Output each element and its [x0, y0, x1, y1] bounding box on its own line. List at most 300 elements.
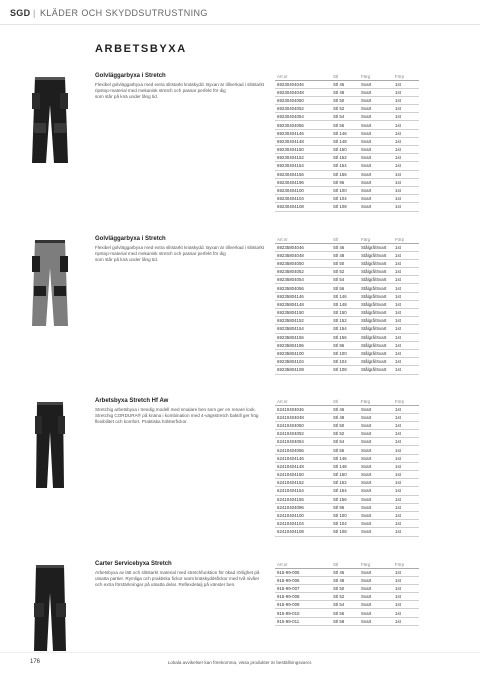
cell-color: Svart: [359, 430, 393, 438]
cell-color: Svart: [359, 162, 393, 170]
cell-size: Stl 56: [331, 446, 359, 454]
cell-color: Svart: [359, 593, 393, 601]
cell-size: Stl 52: [331, 430, 359, 438]
cell-artnr: 69230404054: [275, 113, 331, 121]
footer-note: Lokala avvikelser kan förekomma, vissa produkter är beställningsvaror.: [167, 660, 313, 665]
product-description: Stretchig arbetsbyxa i trendig modell med smalare ben som ger en renare look. Stretchig CORDURA® på knäna i kombination med 4-vägsstretch baktill ger hög flexibilitet och komfort. Praktiska hölsterfickor.: [95, 407, 259, 425]
table-row: [275, 487, 419, 495]
column-header-color: Färg: [359, 236, 393, 243]
cell-pack: 1st: [393, 154, 419, 162]
article-table: [275, 73, 419, 212]
cell-artnr: 69230404100: [275, 186, 331, 194]
cell-artnr: 69230404104: [275, 195, 331, 203]
cell-color: Svart: [359, 178, 393, 186]
table-row: [275, 584, 419, 592]
cell-artnr: 69235804048: [275, 251, 331, 259]
cell-size: Stl 56: [331, 609, 359, 617]
page-header: [0, 0, 480, 26]
cell-color: Svart: [359, 495, 393, 503]
header-divider: [0, 24, 480, 25]
cell-pack: 1st: [393, 617, 419, 625]
cell-size: Stl 54: [331, 113, 359, 121]
product-name: Golvläggarbyxa i Stretch: [95, 73, 166, 79]
cell-color: Stålgrå/Svart: [359, 358, 393, 366]
cell-artnr: 69230404108: [275, 203, 331, 211]
cell-color: Svart: [359, 601, 393, 609]
cell-artnr: 69230404150: [275, 146, 331, 154]
cell-size: Stl 58: [331, 617, 359, 625]
cell-size: Stl 146: [331, 129, 359, 137]
table-row: [275, 113, 419, 121]
column-header-size: Stl: [331, 398, 359, 405]
table-row: [275, 129, 419, 137]
table-row: [275, 358, 419, 366]
table-row: [275, 96, 419, 104]
cell-pack: 1st: [393, 129, 419, 137]
cell-size: Stl 156: [331, 495, 359, 503]
cell-size: Stl 104: [331, 520, 359, 528]
cell-color: Svart: [359, 96, 393, 104]
header-section: KLÄDER OCH SKYDDSUTRUSTNING: [40, 8, 208, 18]
cell-size: Stl 50: [331, 259, 359, 267]
cell-size: Stl 50: [331, 421, 359, 429]
cell-pack: 1st: [393, 309, 419, 317]
column-header-size: Stl: [331, 73, 359, 80]
cell-size: Stl 48: [331, 413, 359, 421]
cell-color: Svart: [359, 137, 393, 145]
table-row: [275, 520, 419, 528]
cell-color: Svart: [359, 186, 393, 194]
cell-color: Svart: [359, 503, 393, 511]
cell-size: Stl 152: [331, 317, 359, 325]
cell-color: Svart: [359, 413, 393, 421]
article-table: [275, 236, 419, 375]
table-header-row: [275, 561, 419, 568]
cell-size: Stl 46: [331, 243, 359, 251]
cell-size: Stl 154: [331, 325, 359, 333]
cell-artnr: 62410404052: [275, 430, 331, 438]
column-header-pack: Förp: [393, 561, 419, 568]
cell-pack: 1st: [393, 487, 419, 495]
product-image-pants-grey: [30, 238, 70, 328]
page-title: ARBETSBYXA: [95, 43, 187, 55]
table-row: [275, 446, 419, 454]
table-row: [275, 251, 419, 259]
table-row: [275, 309, 419, 317]
table-row: [275, 421, 419, 429]
table-row: [275, 593, 419, 601]
cell-size: Stl 148: [331, 300, 359, 308]
table-row: [275, 617, 419, 625]
cell-artnr: 62410404056: [275, 446, 331, 454]
header-brand: SGD: [10, 8, 31, 18]
cell-color: Stålgrå/Svart: [359, 341, 393, 349]
cell-pack: 1st: [393, 203, 419, 211]
cell-artnr: 69235804104: [275, 358, 331, 366]
table-row: [275, 276, 419, 284]
cell-size: Stl 50: [331, 96, 359, 104]
product-image-pants-service: [30, 563, 70, 653]
cell-pack: 1st: [393, 471, 419, 479]
cell-color: Stålgrå/Svart: [359, 243, 393, 251]
cell-size: Stl 154: [331, 162, 359, 170]
cell-pack: 1st: [393, 170, 419, 178]
cell-pack: 1st: [393, 88, 419, 96]
cell-color: Stålgrå/Svart: [359, 292, 393, 300]
cell-pack: 1st: [393, 325, 419, 333]
table-header-row: [275, 73, 419, 80]
cell-pack: 1st: [393, 511, 419, 519]
cell-color: Svart: [359, 568, 393, 576]
cell-size: Stl 48: [331, 251, 359, 259]
table-row: [275, 146, 419, 154]
table-row: [275, 430, 419, 438]
cell-size: Stl 150: [331, 146, 359, 154]
cell-pack: 1st: [393, 438, 419, 446]
cell-artnr: 69230404050: [275, 96, 331, 104]
cell-size: Stl 96: [331, 178, 359, 186]
header-separator: |: [33, 8, 36, 18]
cell-color: Svart: [359, 113, 393, 121]
cell-artnr: 69235804152: [275, 317, 331, 325]
cell-size: Stl 104: [331, 358, 359, 366]
cell-color: Stålgrå/Svart: [359, 333, 393, 341]
cell-color: Svart: [359, 520, 393, 528]
cell-size: Stl 48: [331, 88, 359, 96]
cell-artnr: 62410404154: [275, 487, 331, 495]
cell-color: Svart: [359, 88, 393, 96]
cell-color: Stålgrå/Svart: [359, 259, 393, 267]
cell-pack: 1st: [393, 146, 419, 154]
cell-pack: 1st: [393, 462, 419, 470]
cell-pack: 1st: [393, 405, 419, 413]
cell-size: Stl 46: [331, 80, 359, 88]
cell-artnr: 69230404154: [275, 162, 331, 170]
table-row: [275, 601, 419, 609]
table-row: [275, 511, 419, 519]
cell-color: Stålgrå/Svart: [359, 349, 393, 357]
table-row: [275, 268, 419, 276]
cell-artnr: 915-99-009: [275, 601, 331, 609]
cell-artnr: 62410404096: [275, 503, 331, 511]
cell-color: Svart: [359, 129, 393, 137]
cell-size: Stl 104: [331, 195, 359, 203]
cell-size: Stl 150: [331, 471, 359, 479]
table-row: [275, 137, 419, 145]
table-row: [275, 325, 419, 333]
table-row: [275, 186, 419, 194]
cell-size: Stl 100: [331, 186, 359, 194]
cell-pack: 1st: [393, 162, 419, 170]
table-row: [275, 471, 419, 479]
product-name: Carter Servicebyxa Stretch: [95, 561, 172, 567]
cell-artnr: 62410404156: [275, 495, 331, 503]
cell-color: Stålgrå/Svart: [359, 309, 393, 317]
table-row: [275, 495, 419, 503]
cell-artnr: 69235804154: [275, 325, 331, 333]
cell-size: Stl 148: [331, 137, 359, 145]
cell-artnr: 69235804052: [275, 268, 331, 276]
cell-color: Svart: [359, 528, 393, 536]
column-header-artnr: Art.nr: [275, 236, 331, 243]
table-row: [275, 162, 419, 170]
cell-pack: 1st: [393, 113, 419, 121]
cell-pack: 1st: [393, 479, 419, 487]
cell-size: Stl 46: [331, 405, 359, 413]
cell-pack: 1st: [393, 576, 419, 584]
column-header-color: Färg: [359, 73, 393, 80]
table-row: [275, 333, 419, 341]
table-header-row: [275, 236, 419, 243]
column-header-size: Stl: [331, 236, 359, 243]
cell-size: Stl 54: [331, 438, 359, 446]
cell-pack: 1st: [393, 495, 419, 503]
cell-color: Svart: [359, 121, 393, 129]
cell-pack: 1st: [393, 421, 419, 429]
cell-size: Stl 150: [331, 309, 359, 317]
cell-artnr: 62410404108: [275, 528, 331, 536]
column-header-artnr: Art.nr: [275, 398, 331, 405]
cell-color: Stålgrå/Svart: [359, 251, 393, 259]
cell-pack: 1st: [393, 446, 419, 454]
cell-color: Svart: [359, 487, 393, 495]
cell-artnr: 62410404100: [275, 511, 331, 519]
cell-color: Svart: [359, 446, 393, 454]
product-description: Flexibel golvläggarbyxa med extra slitstarkt knäskydd. Byxan är tillverkad i slitstarkt ripstop-material med mekanisk stretch och passar perfekt för dig som står på knä under lång tid.: [95, 245, 265, 263]
table-row: [275, 259, 419, 267]
cell-artnr: 62410404048: [275, 413, 331, 421]
product-description: Arbetsbyxa av lätt och slitstarkt material med stretchfunktion för ökad rörlighet på utsatta partier. Rymliga och praktiska fickor samt knäskyddsfickor med två nivåer och extra förstärkningar på utsatta delar. Reflexdetalj på vänster ben.: [95, 570, 260, 588]
cell-pack: 1st: [393, 105, 419, 113]
cell-size: Stl 48: [331, 576, 359, 584]
cell-artnr: 915-99-006: [275, 576, 331, 584]
table-row: [275, 568, 419, 576]
column-header-color: Färg: [359, 398, 393, 405]
cell-size: Stl 46: [331, 568, 359, 576]
cell-artnr: 69235804050: [275, 259, 331, 267]
cell-artnr: 62410404150: [275, 471, 331, 479]
cell-pack: 1st: [393, 121, 419, 129]
cell-artnr: 62410404148: [275, 462, 331, 470]
cell-pack: 1st: [393, 276, 419, 284]
column-header-color: Färg: [359, 561, 393, 568]
cell-pack: 1st: [393, 195, 419, 203]
cell-color: Stålgrå/Svart: [359, 284, 393, 292]
cell-artnr: 69235804150: [275, 309, 331, 317]
cell-artnr: 69230404148: [275, 137, 331, 145]
cell-pack: 1st: [393, 300, 419, 308]
cell-artnr: 69230404196: [275, 178, 331, 186]
cell-artnr: 62410404050: [275, 421, 331, 429]
cell-artnr: 69230404056: [275, 121, 331, 129]
table-row: [275, 243, 419, 251]
cell-color: Svart: [359, 584, 393, 592]
cell-pack: 1st: [393, 366, 419, 374]
table-row: [275, 413, 419, 421]
cell-pack: 1st: [393, 80, 419, 88]
cell-pack: 1st: [393, 259, 419, 267]
table-row: [275, 341, 419, 349]
cell-pack: 1st: [393, 268, 419, 276]
cell-pack: 1st: [393, 601, 419, 609]
cell-pack: 1st: [393, 284, 419, 292]
cell-artnr: 62410404054: [275, 438, 331, 446]
cell-color: Svart: [359, 479, 393, 487]
cell-size: Stl 108: [331, 203, 359, 211]
cell-color: Svart: [359, 462, 393, 470]
table-row: [275, 105, 419, 113]
table-row: [275, 366, 419, 374]
cell-size: Stl 154: [331, 487, 359, 495]
footer-divider: [0, 652, 480, 653]
cell-color: Svart: [359, 146, 393, 154]
cell-size: Stl 54: [331, 276, 359, 284]
cell-artnr: 69230404152: [275, 154, 331, 162]
cell-artnr: 69230404052: [275, 105, 331, 113]
cell-artnr: 915-99-011: [275, 617, 331, 625]
table-row: [275, 479, 419, 487]
table-row: [275, 195, 419, 203]
table-header-row: [275, 398, 419, 405]
cell-pack: 1st: [393, 186, 419, 194]
cell-color: Svart: [359, 471, 393, 479]
cell-color: Svart: [359, 203, 393, 211]
cell-pack: 1st: [393, 593, 419, 601]
product-name: Arbetsbyxa Stretch Hf Aw: [95, 398, 169, 404]
cell-size: Stl 96: [331, 341, 359, 349]
cell-artnr: 915-99-008: [275, 593, 331, 601]
cell-size: Stl 146: [331, 292, 359, 300]
cell-pack: 1st: [393, 584, 419, 592]
cell-artnr: 69235804146: [275, 292, 331, 300]
product-description: Flexibel golvläggarbyxa med extra slitstarkt knäskydd. Byxan är tillverkad i slitstarkt ripstop-material med mekanisk stretch och passar perfekt för dig som står på knä under lång tid.: [95, 82, 265, 100]
pants-icon: [30, 75, 70, 165]
product-image-pants-slim: [30, 400, 70, 490]
cell-pack: 1st: [393, 528, 419, 536]
pants-icon: [30, 238, 70, 328]
table-row: [275, 405, 419, 413]
table-row: [275, 317, 419, 325]
cell-pack: 1st: [393, 349, 419, 357]
cell-size: Stl 108: [331, 528, 359, 536]
cell-pack: 1st: [393, 251, 419, 259]
cell-pack: 1st: [393, 358, 419, 366]
table-row: [275, 576, 419, 584]
cell-pack: 1st: [393, 96, 419, 104]
cell-artnr: 69235804156: [275, 333, 331, 341]
cell-size: Stl 96: [331, 503, 359, 511]
table-row: [275, 121, 419, 129]
cell-color: Svart: [359, 154, 393, 162]
table-row: [275, 528, 419, 536]
cell-artnr: 915-99-005: [275, 568, 331, 576]
cell-pack: 1st: [393, 178, 419, 186]
cell-artnr: 69235804046: [275, 243, 331, 251]
cell-color: Stålgrå/Svart: [359, 366, 393, 374]
cell-size: Stl 54: [331, 601, 359, 609]
table-row: [275, 438, 419, 446]
cell-size: Stl 56: [331, 284, 359, 292]
cell-artnr: 69230404156: [275, 170, 331, 178]
cell-size: Stl 56: [331, 121, 359, 129]
cell-artnr: 62410404104: [275, 520, 331, 528]
cell-color: Svart: [359, 105, 393, 113]
cell-color: Svart: [359, 576, 393, 584]
cell-pack: 1st: [393, 503, 419, 511]
cell-artnr: 69235804108: [275, 366, 331, 374]
cell-color: Svart: [359, 609, 393, 617]
product-name: Golvläggarbyxa i Stretch: [95, 236, 166, 242]
cell-artnr: 915-99-010: [275, 609, 331, 617]
cell-artnr: 69235804054: [275, 276, 331, 284]
cell-pack: 1st: [393, 520, 419, 528]
article-table: [275, 561, 419, 626]
cell-color: Stålgrå/Svart: [359, 300, 393, 308]
column-header-pack: Förp: [393, 73, 419, 80]
cell-artnr: 69235804056: [275, 284, 331, 292]
cell-artnr: 69230404046: [275, 80, 331, 88]
cell-color: Svart: [359, 421, 393, 429]
cell-color: Svart: [359, 170, 393, 178]
cell-color: Svart: [359, 438, 393, 446]
cell-color: Svart: [359, 195, 393, 203]
cell-artnr: 69230404146: [275, 129, 331, 137]
table-row: [275, 292, 419, 300]
table-row: [275, 454, 419, 462]
table-row: [275, 300, 419, 308]
cell-artnr: 62410404152: [275, 479, 331, 487]
article-table: [275, 398, 419, 537]
cell-size: Stl 152: [331, 479, 359, 487]
pants-icon: [30, 400, 70, 490]
column-header-artnr: Art.nr: [275, 73, 331, 80]
cell-pack: 1st: [393, 430, 419, 438]
cell-size: Stl 52: [331, 105, 359, 113]
table-row: [275, 349, 419, 357]
cell-pack: 1st: [393, 333, 419, 341]
cell-pack: 1st: [393, 292, 419, 300]
cell-artnr: 62410404046: [275, 405, 331, 413]
cell-color: Stålgrå/Svart: [359, 317, 393, 325]
cell-size: Stl 100: [331, 511, 359, 519]
table-row: [275, 203, 419, 211]
cell-size: Stl 52: [331, 268, 359, 276]
cell-size: Stl 156: [331, 333, 359, 341]
table-row: [275, 154, 419, 162]
cell-artnr: 69235804196: [275, 341, 331, 349]
cell-color: Stålgrå/Svart: [359, 276, 393, 284]
column-header-pack: Förp: [393, 236, 419, 243]
cell-size: Stl 156: [331, 170, 359, 178]
cell-size: Stl 52: [331, 593, 359, 601]
column-header-artnr: Art.nr: [275, 561, 331, 568]
cell-color: Svart: [359, 405, 393, 413]
product-image-pants-black: [30, 75, 70, 165]
cell-pack: 1st: [393, 137, 419, 145]
cell-artnr: 69235804100: [275, 349, 331, 357]
cell-pack: 1st: [393, 341, 419, 349]
table-row: [275, 178, 419, 186]
table-row: [275, 284, 419, 292]
cell-color: Svart: [359, 454, 393, 462]
cell-size: Stl 50: [331, 584, 359, 592]
cell-artnr: 62410404146: [275, 454, 331, 462]
page-number: 176: [30, 659, 41, 665]
cell-size: Stl 100: [331, 349, 359, 357]
table-row: [275, 462, 419, 470]
cell-pack: 1st: [393, 317, 419, 325]
cell-color: Svart: [359, 80, 393, 88]
